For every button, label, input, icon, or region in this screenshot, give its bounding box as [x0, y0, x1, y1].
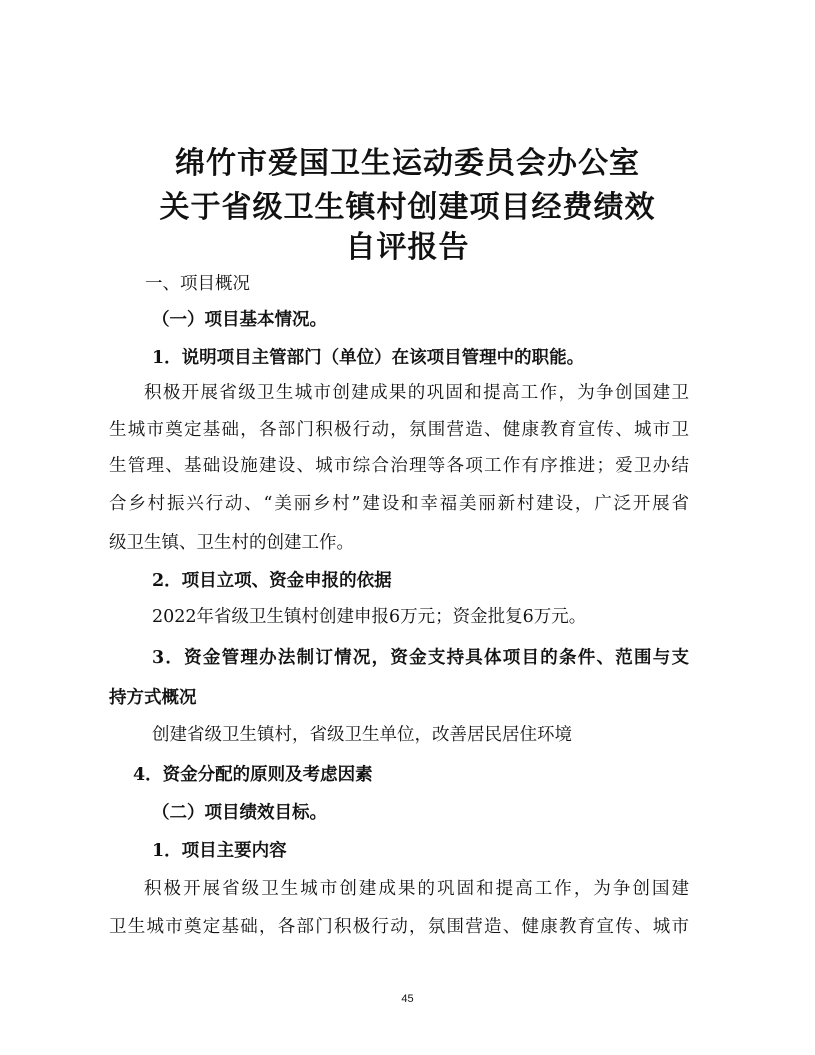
paragraph-line: 合乡村振兴行动、“美丽乡村”建设和幸福美丽新村建设，广泛开展省: [109, 494, 689, 514]
item-heading-allocation: 4．资金分配的原则及考虑因素: [133, 765, 373, 785]
item-heading-fund-management: 3．资金管理办法制订情况，资金支持具体项目的条件、范围与支: [152, 648, 689, 668]
paragraph-line: 积极开展省级卫生城市创建成果的巩固和提高工作，为争创国建: [144, 879, 689, 899]
subsection-heading-basic-info: （一）项目基本情况。: [152, 310, 327, 330]
paragraph-line: 生城市奠定基础，各部门积极行动，氛围营造、健康教育宣传、城市卫: [109, 420, 689, 440]
item-heading-functions: 1．说明项目主管部门（单位）在该项目管理中的职能。: [152, 348, 585, 368]
paragraph-line: 卫生城市奠定基础，各部门积极行动，氛围营造、健康教育宣传、城市: [109, 917, 689, 937]
report-title-line-2: 关于省级卫生镇村创建项目经费绩效: [159, 190, 656, 225]
item-heading-fund-management-cont: 持方式概况: [109, 688, 197, 708]
paragraph-line: 积极开展省级卫生城市创建成果的巩固和提高工作，为争创国建卫: [144, 383, 689, 403]
item-heading-basis: 2．项目立项、资金申报的依据: [152, 571, 392, 591]
report-title-line-3: 自评报告: [345, 230, 470, 265]
paragraph-goal: 创建省级卫生镇村，省级卫生单位，改善居民居住环境: [152, 725, 572, 745]
item-heading-main-content: 1．项目主要内容: [152, 841, 287, 861]
paragraph-line: 级卫生镇、卫生村的创建工作。: [109, 533, 354, 553]
paragraph-funding: 2022年省级卫生镇村创建申报6万元；资金批复6万元。: [152, 607, 587, 627]
report-title-line-1: 绵竹市爱国卫生运动委员会办公室: [175, 146, 640, 181]
section-heading-overview: 一、项目概况: [145, 274, 250, 294]
page-number: 45: [401, 993, 414, 1005]
subsection-heading-performance-goals: （二）项目绩效目标。: [152, 803, 327, 823]
paragraph-line: 生管理、基础设施建设、城市综合治理等各项工作有序推进；爱卫办结: [109, 456, 689, 476]
